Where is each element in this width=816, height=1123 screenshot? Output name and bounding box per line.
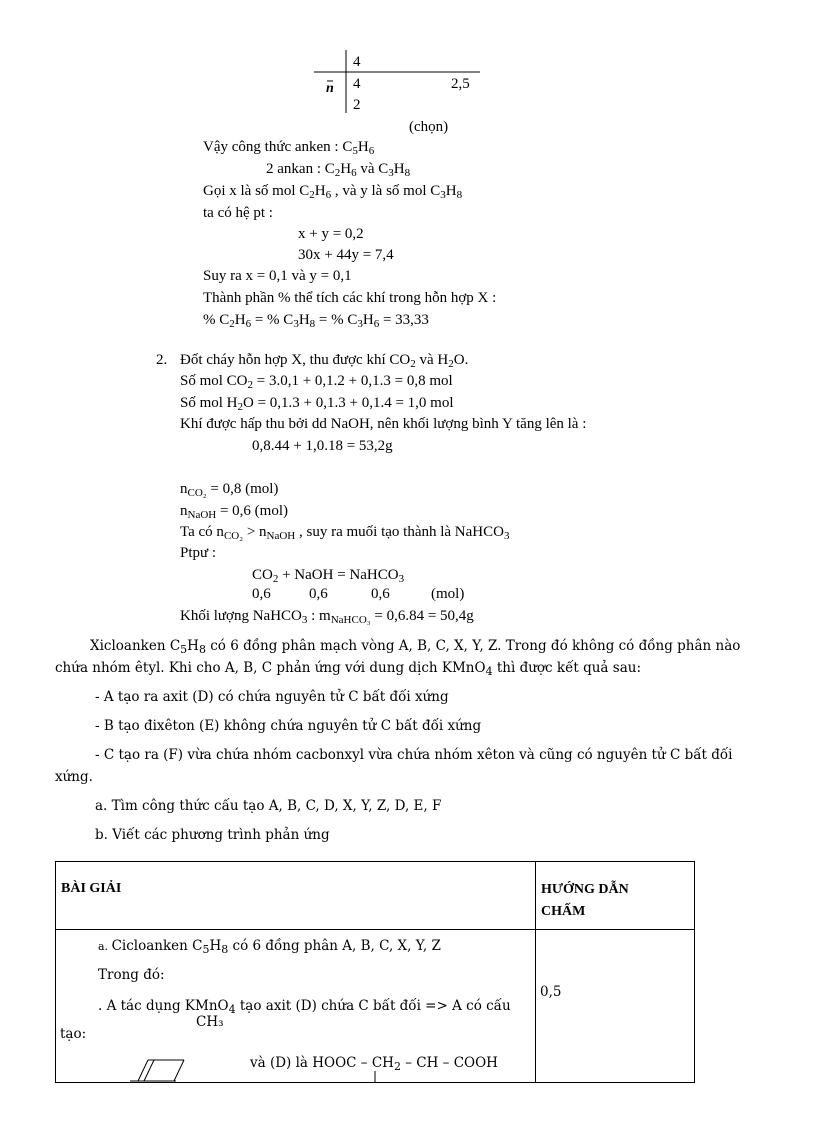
text: % C <box>203 312 230 328</box>
equation: 0,8.44 + 1,0.18 = 53,2g <box>252 438 393 454</box>
text: có 6 đồng phân mạch vòng A, B, C, X, Y, Z. Trong đó không có đồng phân nào <box>205 638 741 654</box>
text: O = 0,1.3 + 0,1.3 + 0,1.4 = 1,0 mol <box>243 395 454 411</box>
text: = 0,8 (mol) <box>206 481 279 497</box>
subscript: 3 <box>357 318 363 330</box>
problem-line: - C tạo ra (F) vừa chứa nhóm cacbonxyl vừa chứa nhóm xêton và cũng có nguyên tử C bất đối <box>95 747 733 763</box>
text-line: Suy ra x = 0,1 và y = 0,1 <box>203 268 352 284</box>
subscript: 3 <box>388 167 394 179</box>
subscript: 4 <box>485 665 493 678</box>
subscript: 6 <box>245 318 252 330</box>
text: H <box>445 183 457 199</box>
text: có 6 đồng phân A, B, C, X, Y, Z <box>228 938 441 954</box>
problem-line: - A tạo ra axit (D) có chứa nguyên tử C bất đối xứng <box>95 689 449 705</box>
text: n <box>180 481 188 497</box>
text: H <box>393 161 405 177</box>
text: , và y là số mol C <box>331 183 441 199</box>
subscript: CO₂ <box>223 530 244 542</box>
score-cell <box>536 930 695 1083</box>
problem-line: - B tạo đixêton (E) không chứa nguyên tử C bất đối xứng <box>95 718 482 734</box>
text: a. <box>98 940 112 953</box>
text: Vậy công thức anken : C <box>203 139 353 155</box>
header-guide-cell <box>536 862 695 930</box>
solution-line <box>98 996 511 1020</box>
problem-line <box>90 636 740 660</box>
text: H <box>298 312 310 328</box>
header-guide-line2: CHẤM <box>541 904 586 919</box>
text: và H <box>415 352 449 368</box>
subscript: CO₂ <box>187 487 207 499</box>
nbar-mid-value: 2,5 <box>451 76 470 92</box>
text: Số mol CO <box>180 373 248 389</box>
mol-value: 0,6 <box>309 586 328 602</box>
text-line: Ptpư : <box>180 545 217 561</box>
formula-line <box>203 310 429 334</box>
formula-line <box>180 522 509 546</box>
text: H <box>234 312 246 328</box>
subscript: 2 <box>410 358 416 370</box>
header-solution: BÀI GIẢI <box>61 881 122 896</box>
text: Gọi x là số mol C <box>203 183 310 199</box>
subscript: 2 <box>309 189 315 201</box>
equation: 30x + 44y = 7,4 <box>298 247 394 263</box>
text: thì được kết quả sau: <box>492 660 641 676</box>
formula-line <box>266 159 410 183</box>
text: = 0,6 (mol) <box>216 503 289 519</box>
nbar-note: (chọn) <box>409 119 449 135</box>
text: = 0,6.84 = 50,4g <box>370 608 474 624</box>
text: Ta có n <box>180 524 224 540</box>
subscript: 2 <box>448 358 454 370</box>
subscript: 3 <box>440 189 446 201</box>
item-number: 2. <box>156 352 168 368</box>
text: = 3.0,1 + 0,1.2 + 0,1.3 = 0,8 mol <box>253 373 453 389</box>
text: CO <box>252 567 273 583</box>
ring-structure-drawing <box>124 1057 196 1083</box>
text: Cicloanken C <box>111 938 203 954</box>
text-line: Khí được hấp thu bởi dd NaOH, nên khối lượng bình Y tăng lên là : <box>180 416 587 432</box>
nbar-col-value: 2 <box>353 97 361 113</box>
subscript: 5 <box>180 643 188 656</box>
text: : m <box>307 608 331 624</box>
nbar-col-value: 4 <box>353 76 361 92</box>
text: O. <box>453 352 469 368</box>
text: H <box>340 161 352 177</box>
subscript: 4 <box>228 1003 236 1016</box>
mol-unit: (mol) <box>431 586 465 602</box>
text: – CH – COOH <box>400 1055 498 1071</box>
text: n <box>180 503 188 519</box>
header-guide-line1: HƯỚNG DẪN <box>541 882 629 897</box>
solution-line: tạo: <box>60 1026 87 1042</box>
subscript: 2 <box>334 167 341 179</box>
header-solution-cell <box>56 862 536 930</box>
mol-value: 0,6 <box>371 586 390 602</box>
subscript: 2 <box>247 379 254 391</box>
nbar-symbol: n <box>326 81 334 96</box>
subscript: 3 <box>301 614 308 626</box>
subscript: NaOH <box>187 509 217 521</box>
text: Khối lượng NaHCO <box>180 608 302 624</box>
subscript: 2 <box>272 573 279 585</box>
text: + NaOH = NaHCO <box>278 567 399 583</box>
text: = % C <box>315 312 358 328</box>
grading-table-grid <box>55 861 695 1083</box>
text-line: ta có hệ pt : <box>203 205 273 221</box>
subscript: 3 <box>398 573 405 585</box>
subscript: NaOH <box>266 530 296 542</box>
text: H <box>314 183 326 199</box>
branch-bond <box>373 1071 377 1083</box>
problem-line: a. Tìm công thức cấu tạo A, B, C, D, X, Y, Z, D, E, F <box>95 798 442 814</box>
text: , suy ra muối tạo thành là NaHCO <box>295 524 504 540</box>
text: và (D) là HOOC – CH <box>250 1055 394 1071</box>
grading-table <box>55 861 695 1083</box>
subscript: 6 <box>368 145 375 157</box>
subscript: 2 <box>393 1060 401 1073</box>
solution-cell <box>56 930 536 1083</box>
text: Số mol H <box>180 395 238 411</box>
subscript: NaHCO₃ <box>330 614 371 626</box>
nbar-table-lines <box>0 0 816 140</box>
subscript: 6 <box>351 167 357 179</box>
subscript: 8 <box>198 643 206 656</box>
text-line: Thành phần % thể tích các khí trong hỗn hợp X : <box>203 290 497 306</box>
problem-line: xứng. <box>55 769 93 785</box>
subscript: 8 <box>309 318 316 330</box>
text: chứa nhóm êtyl. Khi cho A, B, C phản ứng với dung dịch KMnO <box>55 660 486 676</box>
text: tạo axit (D) chứa C bất đối => A có cấu <box>235 998 511 1014</box>
formula-line <box>180 479 278 503</box>
text: H <box>209 938 222 954</box>
text: H <box>362 312 374 328</box>
mol-value: 0,6 <box>252 586 271 602</box>
text: H <box>357 139 369 155</box>
score-value: 0,5 <box>540 984 562 1000</box>
formula-line <box>203 181 462 205</box>
problem-line: b. Viết các phương trình phản ứng <box>95 827 330 843</box>
text: = % C <box>251 312 294 328</box>
solution-line: Trong đó: <box>98 967 165 983</box>
subscript: 8 <box>221 943 229 956</box>
subscript: 8 <box>404 167 411 179</box>
text: H <box>187 638 199 654</box>
text: . A tác dụng KMnO <box>98 998 229 1014</box>
subscript: 3 <box>293 318 299 330</box>
subscript: 6 <box>325 189 332 201</box>
subscript: 5 <box>352 145 358 157</box>
formula-line <box>203 137 374 161</box>
formula-line <box>180 371 453 395</box>
methyl-label: CH₃ <box>196 1014 224 1030</box>
nbar-col-value: 4 <box>353 54 361 70</box>
subscript: 2 <box>237 401 244 413</box>
text: Đốt cháy hỗn hợp X, thu được khí CO <box>180 352 411 368</box>
text: > n <box>243 524 267 540</box>
solution-line <box>98 936 441 960</box>
text: Xicloanken C <box>90 638 181 654</box>
subscript: 2 <box>229 318 235 330</box>
subscript: 6 <box>373 318 380 330</box>
subscript: 3 <box>503 530 510 542</box>
text: 2 ankan : C <box>266 161 335 177</box>
equation: x + y = 0,2 <box>298 226 364 242</box>
subscript: 8 <box>456 189 463 201</box>
problem-line <box>55 658 641 682</box>
text: và C <box>356 161 389 177</box>
formula-line <box>180 606 474 630</box>
text: = 33,33 <box>379 312 429 328</box>
subscript: 5 <box>202 943 210 956</box>
